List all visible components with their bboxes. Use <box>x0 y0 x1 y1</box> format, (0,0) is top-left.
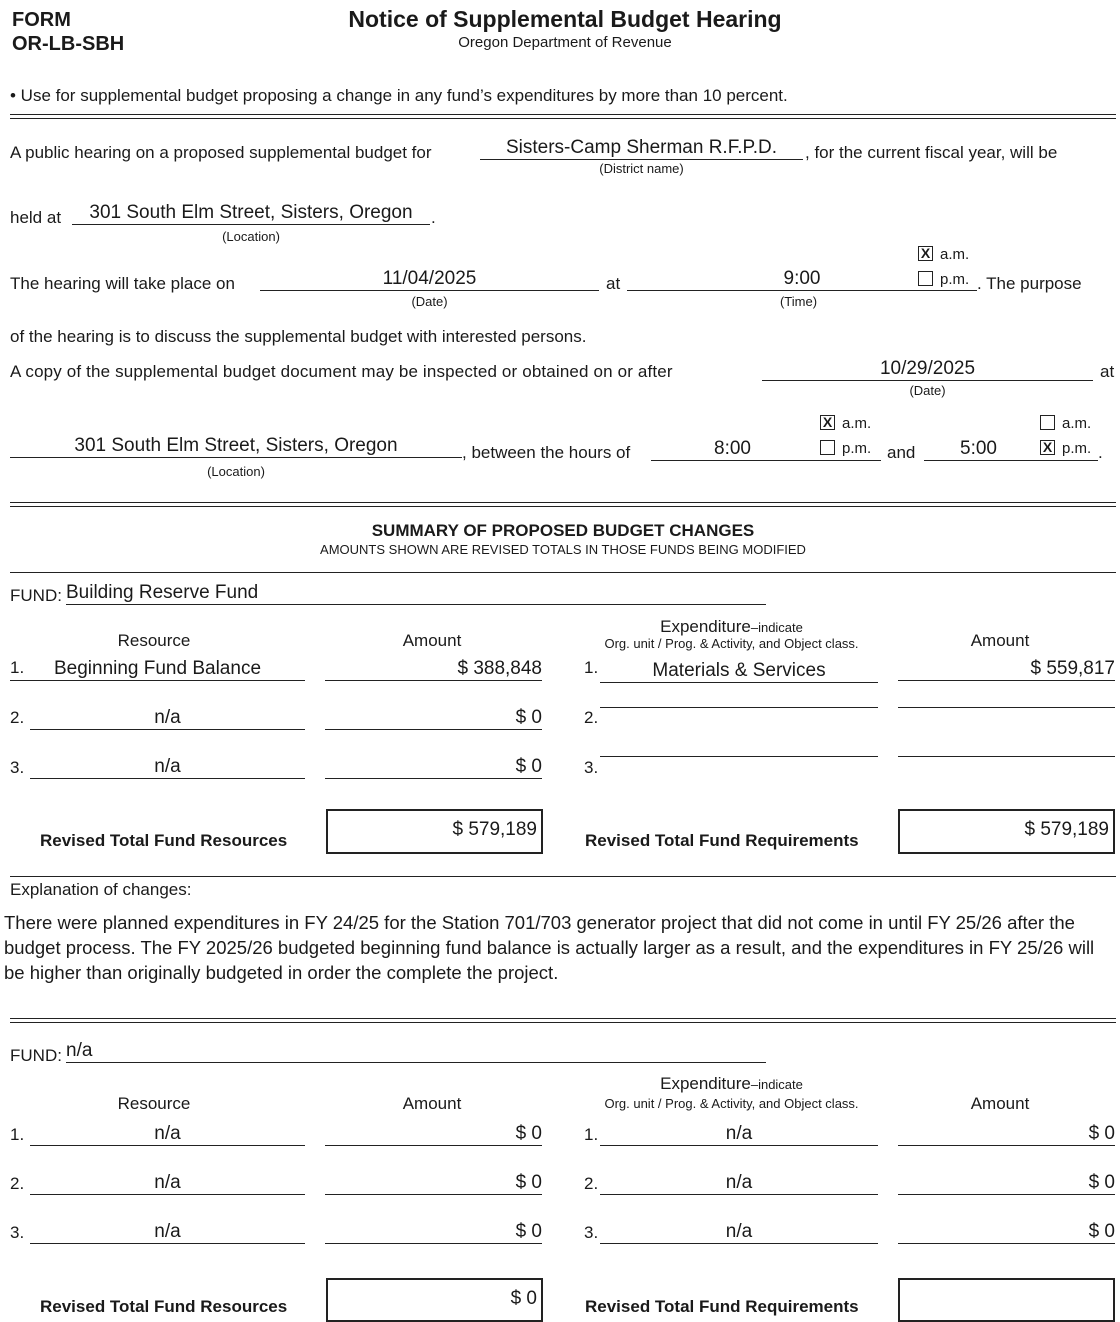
fund2-total-resources[interactable]: $ 0 <box>326 1278 543 1322</box>
amount-header: Amount <box>402 1094 462 1113</box>
hearing-time-field[interactable]: 9:00 <box>627 268 977 291</box>
end-pm-label: p.m. <box>1062 440 1092 457</box>
row-number: 1. <box>10 658 25 677</box>
fund-label: FUND: <box>10 586 62 605</box>
fund1-expenditure-amount-3[interactable] <box>898 756 1115 757</box>
hearing-pm-label: p.m. <box>940 271 970 288</box>
period: . <box>431 208 436 227</box>
expenditure-label: Expenditure <box>660 1074 751 1093</box>
revised-resources-label: Revised Total Fund Resources <box>40 1297 288 1316</box>
divider <box>10 876 1116 877</box>
revised-requirements-label: Revised Total Fund Requirements <box>585 1297 859 1316</box>
fund2-total-requirements[interactable] <box>898 1278 1115 1322</box>
expenditure-header <box>585 1074 878 1094</box>
fund2-resource-3[interactable]: n/a <box>30 1221 305 1244</box>
location-field[interactable]: 301 South Elm Street, Sisters, Oregon <box>72 202 430 225</box>
summary-subtitle: AMOUNTS SHOWN ARE REVISED TOTALS IN THOSE FUNDS BEING MODIFIED <box>320 542 806 557</box>
start-pm-label: p.m. <box>842 440 872 457</box>
fund1-expenditure-1[interactable]: Materials & Services <box>600 660 878 683</box>
form-number: OR-LB-SBH <box>12 33 125 55</box>
start-am-checkbox[interactable]: X <box>820 415 835 430</box>
org-unit-label: Org. unit / Prog. & Activity, and Object class. <box>604 636 859 651</box>
row-number: 2. <box>584 708 599 727</box>
fund2-name-field[interactable]: n/a <box>66 1040 766 1063</box>
hearing-pm-checkbox[interactable] <box>918 271 933 286</box>
row-number: 3. <box>584 1223 599 1242</box>
row-number: 1. <box>10 1125 25 1144</box>
indicate-label: –indicate <box>750 1077 803 1092</box>
row-number: 2. <box>584 1174 599 1193</box>
indicate-label: –indicate <box>750 620 803 635</box>
divider <box>10 114 1116 119</box>
copy-prefix: A copy of the supplemental budget document may be inspected or obtained on or after <box>10 362 673 381</box>
between-hours-label: , between the hours of <box>462 443 631 462</box>
explanation-text[interactable]: There were planned expenditures in FY 24/25 for the Station 701/703 generator project that did not come in until FY 25/26 after the budget process. The FY 2025/26 budgeted beginning fund balance is actually larger as a result, and the expenditures in FY 25/26 will be higher than originally budgeted in order the complete the project. <box>4 912 1095 983</box>
amount-header: Amount <box>402 631 462 650</box>
and-label: and <box>887 443 916 462</box>
copy-location-caption: (Location) <box>207 464 265 479</box>
fund2-resource-1[interactable]: n/a <box>30 1123 305 1146</box>
end-period: . <box>1098 443 1103 462</box>
fund1-resource-2[interactable]: n/a <box>30 707 305 730</box>
expenditure-header <box>585 617 878 637</box>
fund2-resource-2[interactable]: n/a <box>30 1172 305 1195</box>
expenditure-label: Expenditure <box>660 617 751 636</box>
page-subtitle: Oregon Department of Revenue <box>458 34 672 51</box>
district-caption: (District name) <box>599 161 684 176</box>
fund1-expenditure-amount-1[interactable]: $ 559,817 <box>898 658 1115 681</box>
fund2-resource-amount-3[interactable]: $ 0 <box>325 1221 542 1244</box>
org-unit-label: Org. unit / Prog. & Activity, and Object class. <box>604 1096 859 1111</box>
fund2-expenditure-amount-1[interactable]: $ 0 <box>898 1123 1115 1146</box>
location-caption: (Location) <box>222 229 280 244</box>
hearing-date-field[interactable]: 11/04/2025 <box>260 268 599 291</box>
end-am-label: a.m. <box>1062 415 1092 432</box>
form-label <box>12 8 124 56</box>
divider <box>10 572 1116 573</box>
fund1-total-resources[interactable]: $ 579,189 <box>326 809 543 854</box>
fund1-resource-amount-1[interactable]: $ 388,848 <box>325 658 542 681</box>
row-number: 2. <box>10 708 25 727</box>
form-label-line1: FORM <box>12 9 71 31</box>
amount-header: Amount <box>970 1094 1030 1113</box>
copy-date-caption: (Date) <box>909 383 946 398</box>
row-number: 1. <box>584 1125 599 1144</box>
fund1-resource-amount-3[interactable]: $ 0 <box>325 756 542 779</box>
hearing-time-caption: (Time) <box>779 294 818 309</box>
hearing-am-checkbox[interactable]: X <box>918 246 933 261</box>
fund2-expenditure-amount-3[interactable]: $ 0 <box>898 1221 1115 1244</box>
hearing-date-caption: (Date) <box>411 294 448 309</box>
copy-at-label: at <box>1100 362 1115 381</box>
fund1-expenditure-3[interactable] <box>600 756 878 757</box>
row-number: 3. <box>10 1223 25 1242</box>
fund2-expenditure-3[interactable]: n/a <box>600 1221 878 1244</box>
end-time-value: 5:00 <box>960 438 997 459</box>
fund2-resource-amount-1[interactable]: $ 0 <box>325 1123 542 1146</box>
explanation-label: Explanation of changes: <box>10 880 192 899</box>
fund-label: FUND: <box>10 1046 62 1065</box>
start-time-value: 8:00 <box>714 438 751 459</box>
start-am-label: a.m. <box>842 415 872 432</box>
hearing-prefix: The hearing will take place on <box>10 274 235 293</box>
held-at-label: held at <box>10 208 62 227</box>
notice-line1-prefix: A public hearing on a proposed supplemental budget for <box>10 143 432 162</box>
start-pm-checkbox[interactable] <box>820 440 835 455</box>
notice-line1-suffix: , for the current fiscal year, will be <box>805 143 1058 162</box>
instruction-text: • Use for supplemental budget proposing a change in any fund’s expenditures by more than 10 percent. <box>10 86 788 105</box>
fund1-name-field[interactable]: Building Reserve Fund <box>66 582 766 605</box>
at-label: at <box>606 274 621 293</box>
fund2-expenditure-2[interactable]: n/a <box>600 1172 878 1195</box>
divider <box>10 502 1116 507</box>
fund2-expenditure-amount-2[interactable]: $ 0 <box>898 1172 1115 1195</box>
copy-date-field[interactable]: 10/29/2025 <box>762 358 1093 381</box>
divider <box>10 1018 1116 1023</box>
fund2-expenditure-1[interactable]: n/a <box>600 1123 878 1146</box>
district-name-field[interactable]: Sisters-Camp Sherman R.F.P.D. <box>480 137 803 160</box>
purpose-suffix: . The purpose <box>977 274 1082 293</box>
fund2-resource-amount-2[interactable]: $ 0 <box>325 1172 542 1195</box>
revised-requirements-label: Revised Total Fund Requirements <box>585 831 859 850</box>
row-number: 2. <box>10 1174 25 1193</box>
fund1-expenditure-amount-2[interactable] <box>898 707 1115 708</box>
row-number: 3. <box>10 758 25 777</box>
purpose-line: of the hearing is to discuss the supplemental budget with interested persons. <box>10 327 587 346</box>
resource-header: Resource <box>117 631 191 650</box>
copy-location-field[interactable]: 301 South Elm Street, Sisters, Oregon <box>10 435 462 458</box>
row-number: 3. <box>584 758 599 777</box>
fund1-resource-3[interactable]: n/a <box>30 756 305 779</box>
fund1-resource-amount-2[interactable]: $ 0 <box>325 707 542 730</box>
end-pm-checkbox[interactable]: X <box>1040 440 1055 455</box>
fund1-resource-1[interactable]: Beginning Fund Balance <box>10 658 305 681</box>
resource-header: Resource <box>117 1094 191 1113</box>
revised-resources-label: Revised Total Fund Resources <box>40 831 288 850</box>
row-number: 1. <box>584 658 599 677</box>
page-title: Notice of Supplemental Budget Hearing <box>348 6 782 32</box>
fund1-expenditure-2[interactable] <box>600 707 878 708</box>
fund1-total-requirements[interactable]: $ 579,189 <box>898 809 1115 854</box>
hearing-am-label: a.m. <box>940 246 970 263</box>
amount-header: Amount <box>970 631 1030 650</box>
summary-title: SUMMARY OF PROPOSED BUDGET CHANGES <box>371 521 755 540</box>
end-am-checkbox[interactable] <box>1040 415 1055 430</box>
